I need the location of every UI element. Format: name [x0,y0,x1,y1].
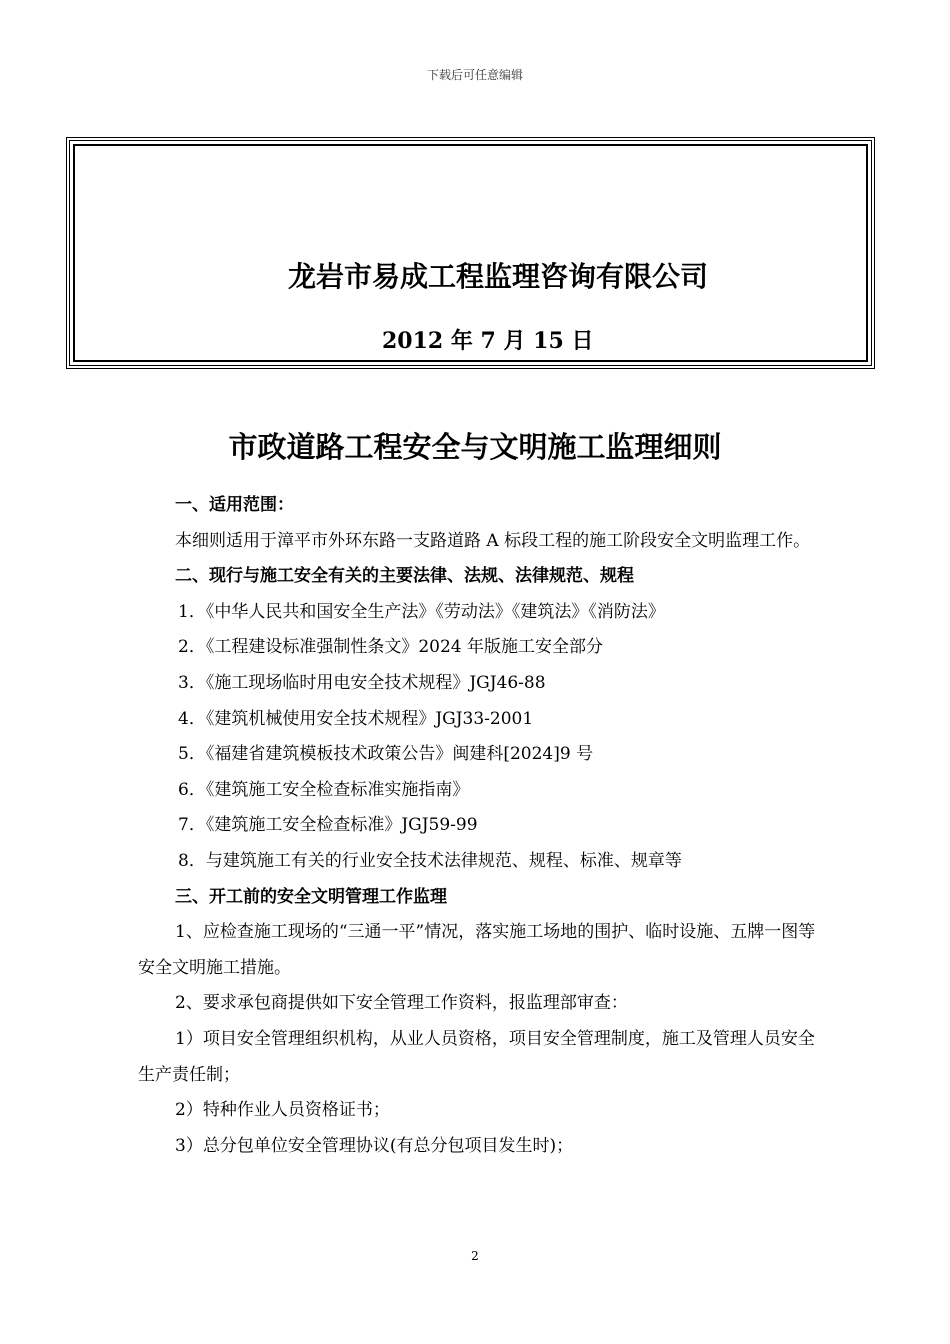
regulation-item: 4．《建筑机械使用安全技术规程》JGJ33-2001 [178,708,534,729]
page-header-note: 下载后可任意编辑 [426,68,523,82]
regulation-item: 5．《福建省建筑模板技术政策公告》闽建科[2024]9 号 [178,744,594,765]
regulation-item: 8．与建筑施工有关的行业安全技术法律规范、规程、标准、规章等 [178,850,682,871]
regulation-item: 6．《建筑施工安全检查标准实施指南》 [178,779,470,800]
regulation-item: 3．《施工现场临时用电安全技术规程》JGJ46-88 [178,672,546,693]
regulation-item: 1．《中华人民共和国安全生产法》《劳动法》《建筑法》《消防法》 [178,601,665,622]
company-name: 龙岩市易成工程监理咨询有限公司 [288,260,709,293]
scope-paragraph: 本细则适用于漳平市外环东路一支路道路 A 标段工程的施工阶段安全文明监理工作。 [175,530,811,551]
regulation-item: 2．《工程建设标准强制性条文》2024 年版施工安全部分 [178,637,603,658]
preconstruction-paragraph: 1）项目安全管理组织机构，从业人员资格，项目安全管理制度，施工及管理人员安全生产责任制； [138,1028,815,1085]
section-heading-regulations: 二、现行与施工安全有关的主要法律、法规、法律规范、规程 [175,566,634,587]
cover-date: 2012 年 7 月 15 日 [382,328,594,354]
preconstruction-paragraph: 1、应检查施工现场的“三通一平”情况，落实施工场地的围护、临时设施、五牌一图等安全文明施工措施。 [138,922,816,978]
preconstruction-paragraph: 2）特种作业人员资格证书； [175,1100,390,1121]
preconstruction-paragraph: 2、要求承包商提供如下安全管理工作资料，报监理部审查： [175,993,628,1014]
regulation-item: 7．《建筑施工安全检查标准》JGJ59-99 [178,815,478,836]
document-body [138,488,828,1164]
preconstruction-paragraph: 3）总分包单位安全管理协议(有总分包项目发生时)； [175,1135,574,1156]
section-heading-scope: 一、适用范围： [175,495,294,515]
page-number: 2 [471,1249,479,1263]
document-title: 市政道路工程安全与文明施工监理细则 [228,430,722,464]
section-heading-preconstruction: 三、开工前的安全文明管理工作监理 [175,886,447,907]
